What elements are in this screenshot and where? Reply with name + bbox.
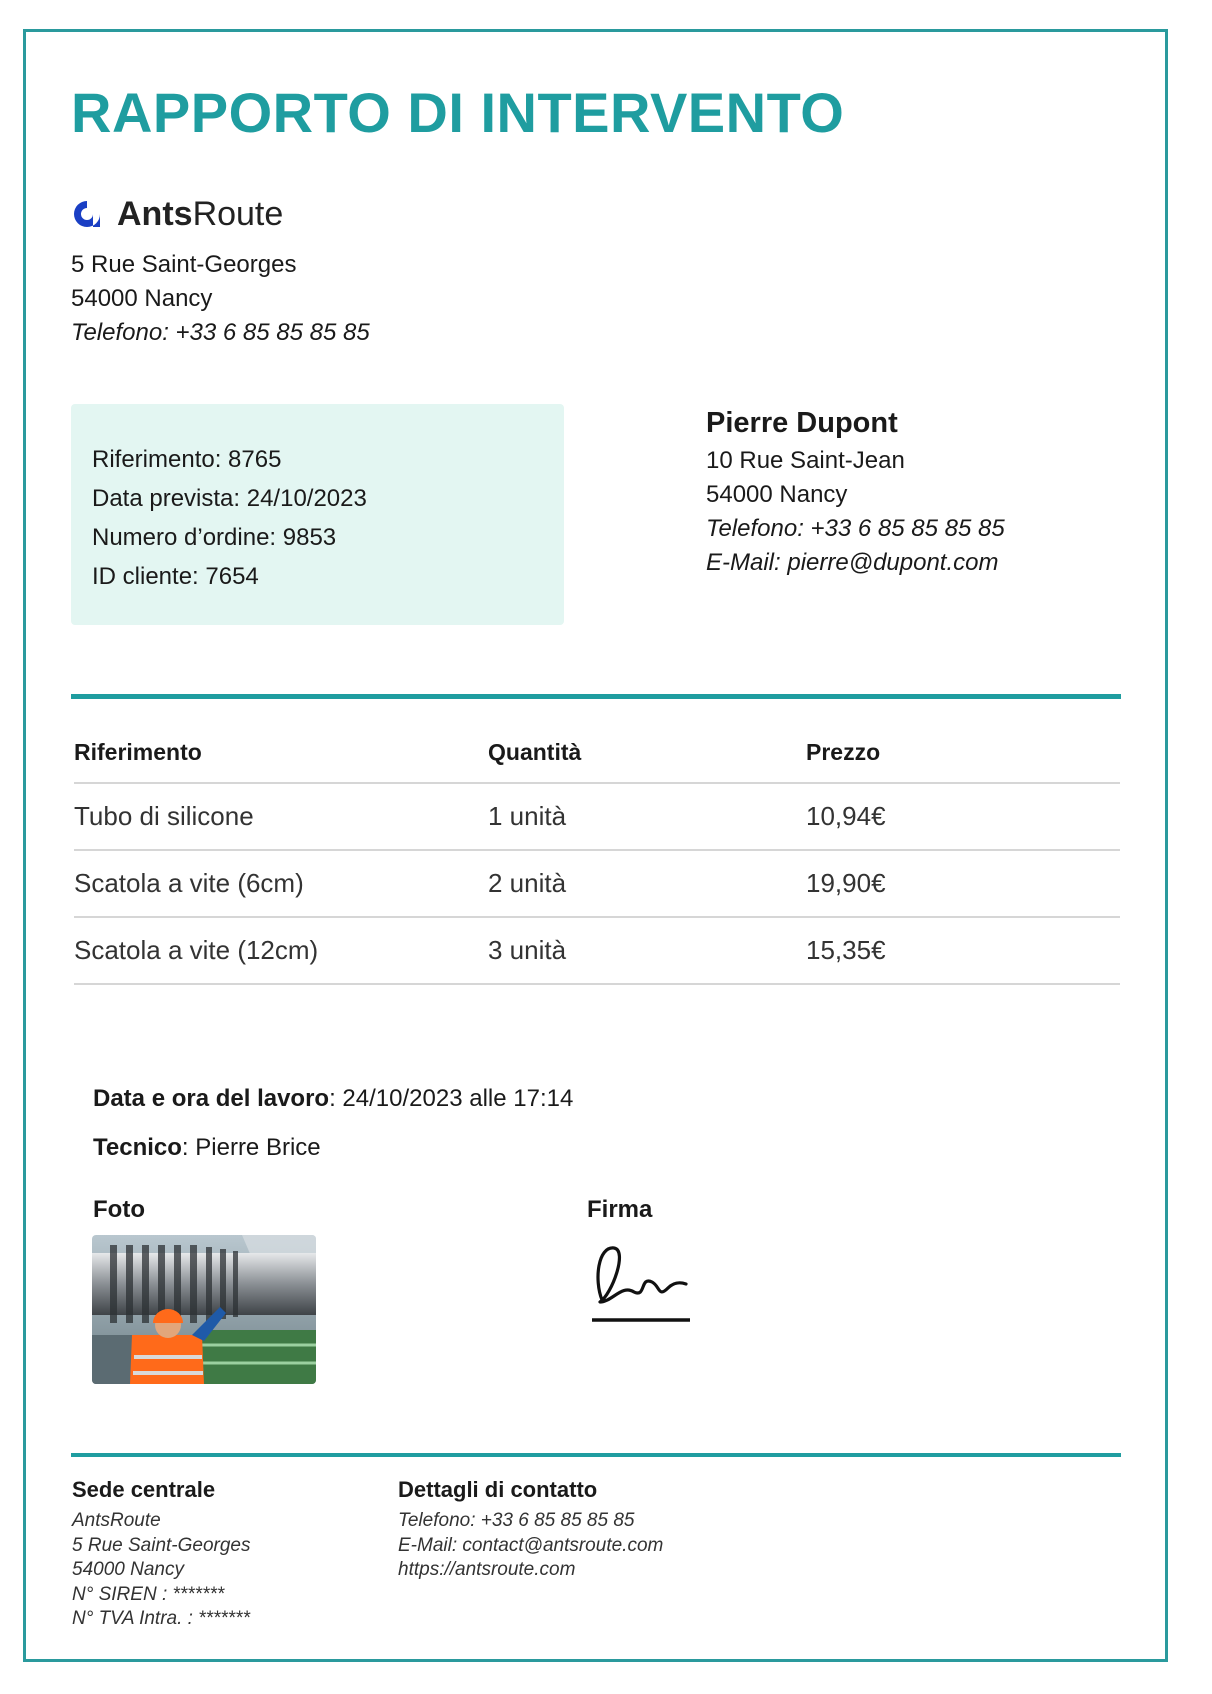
- table-row: [74, 917, 1120, 984]
- work-details: [93, 1074, 573, 1172]
- client-details: [706, 404, 1005, 580]
- client-id: ID cliente: 7654: [92, 563, 259, 590]
- signature-image: [588, 1236, 694, 1328]
- items-table: [74, 722, 1120, 985]
- footer-hq-line: 54000 Nancy: [72, 1559, 184, 1580]
- footer-contact: [398, 1477, 663, 1583]
- item-price: 15,35€: [806, 917, 1120, 984]
- footer-contact-title: Dettagli di contatto: [398, 1477, 598, 1502]
- reference-number: Riferimento: 8765: [92, 446, 282, 473]
- client-email: E-Mail: pierre@dupont.com: [706, 549, 999, 576]
- item-price: 10,94€: [806, 783, 1120, 850]
- footer-hq-line: AntsRoute: [72, 1510, 161, 1531]
- footer-contact-email: E-Mail: contact@antsroute.com: [398, 1534, 664, 1556]
- company-logo: [71, 194, 283, 234]
- item-reference: Tubo di silicone: [74, 783, 488, 850]
- footer-headquarters: [72, 1477, 251, 1632]
- table-row: [74, 783, 1120, 850]
- section-divider: [71, 694, 1121, 699]
- item-price: 19,90€: [806, 850, 1120, 917]
- client-city: 54000 Nancy: [706, 481, 848, 508]
- company-phone: Telefono: +33 6 85 85 85 85: [71, 319, 370, 346]
- item-quantity: 1 unità: [488, 783, 806, 850]
- item-reference: Scatola a vite (6cm): [74, 850, 488, 917]
- work-technician: Tecnico: Pierre Brice: [93, 1134, 321, 1161]
- order-number: Numero d’ordine: 9853: [92, 524, 337, 551]
- work-datetime: Data e ora del lavoro: 24/10/2023 alle 17:14: [93, 1085, 574, 1112]
- photo-label: Foto: [93, 1196, 145, 1223]
- column-header-reference: Riferimento: [74, 722, 488, 783]
- client-street: 10 Rue Saint-Jean: [706, 447, 905, 474]
- logo-wordmark: AntsRoute: [117, 194, 284, 233]
- antsroute-logo-icon: [71, 198, 103, 230]
- table-row: [74, 850, 1120, 917]
- footer-contact-phone: Telefono: +33 6 85 85 85 85: [398, 1510, 635, 1531]
- client-name: Pierre Dupont: [706, 407, 898, 439]
- column-header-quantity: Quantità: [488, 722, 806, 783]
- work-photo: [92, 1235, 316, 1384]
- item-reference: Scatola a vite (12cm): [74, 917, 488, 984]
- report-info-box: [71, 404, 564, 625]
- footer-hq-line: N° SIREN : *******: [72, 1583, 225, 1605]
- column-header-price: Prezzo: [806, 722, 1120, 783]
- planned-date: Data prevista: 24/10/2023: [92, 485, 367, 512]
- client-phone: Telefono: +33 6 85 85 85 85: [706, 515, 1005, 542]
- company-address: [71, 248, 370, 350]
- footer-divider: [71, 1453, 1121, 1457]
- footer-hq-line: N° TVA Intra. : *******: [72, 1608, 250, 1629]
- company-city: 54000 Nancy: [71, 285, 213, 312]
- table-header-row: [74, 722, 1120, 783]
- report-title: RAPPORTO DI INTERVENTO: [71, 81, 845, 144]
- footer-contact-website[interactable]: https://antsroute.com: [398, 1559, 576, 1580]
- signature-label: Firma: [587, 1196, 653, 1223]
- item-quantity: 2 unità: [488, 850, 806, 917]
- company-street: 5 Rue Saint-Georges: [71, 251, 297, 278]
- footer-hq-title: Sede centrale: [72, 1477, 216, 1502]
- footer-hq-line: 5 Rue Saint-Georges: [72, 1534, 251, 1556]
- item-quantity: 3 unità: [488, 917, 806, 984]
